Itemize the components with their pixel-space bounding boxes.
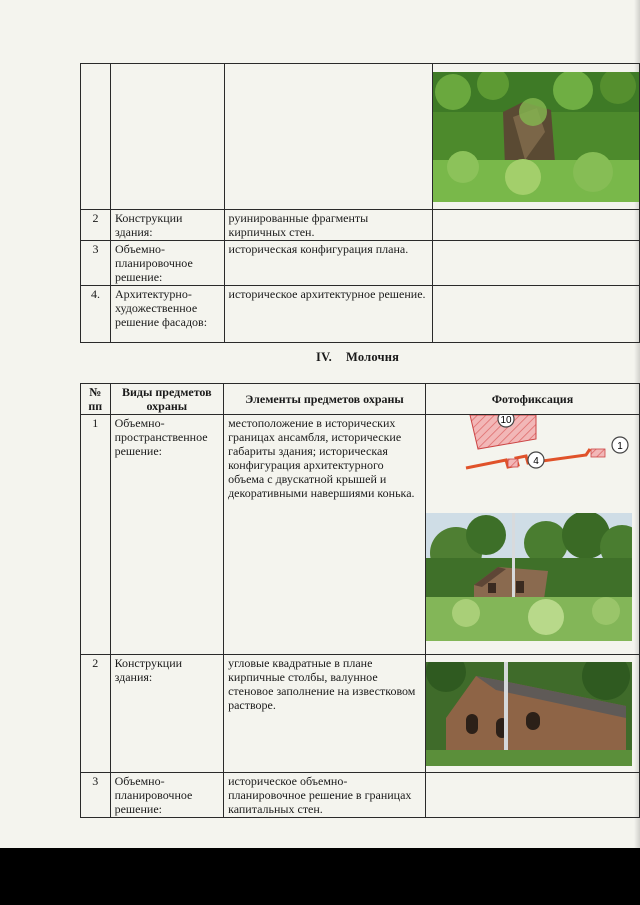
row-number: 3 xyxy=(81,241,111,286)
table-row xyxy=(81,773,640,818)
header-photo: Фотофиксация xyxy=(425,384,639,415)
scan-bottom-border xyxy=(0,848,640,905)
header-type: Виды предметов охраны xyxy=(110,384,223,415)
map-label-1: 1 xyxy=(617,441,623,452)
photo-cell xyxy=(432,286,639,343)
protection-type: Объемно-планировочное решение: xyxy=(110,773,223,818)
photo-cell xyxy=(432,210,639,241)
section-name: Молочня xyxy=(346,350,400,364)
protection-elements: историческая конфигурация плана. xyxy=(224,241,432,286)
protection-type: Объемно-пространственное решение: xyxy=(110,415,223,655)
protection-elements: местоположение в исторических границах ансамбля, исторические габариты здания; историческая конфигурация архитектурного объема с двускатной крышей и декоративными навершиями конька. xyxy=(224,415,426,655)
brick-wall-photo xyxy=(426,662,632,766)
site-plan-map xyxy=(426,415,632,510)
row-number: 2 xyxy=(81,210,111,241)
row-number: 1 xyxy=(81,415,111,655)
protection-type xyxy=(110,64,224,210)
photo-cell xyxy=(425,655,639,773)
table-row xyxy=(81,64,640,210)
table-row xyxy=(81,241,640,286)
table-row xyxy=(81,210,640,241)
photo-cell xyxy=(425,773,639,818)
table-header-row xyxy=(81,384,640,415)
protection-table xyxy=(80,383,640,818)
photo-cell xyxy=(425,415,639,655)
protection-type: Архитектурно-художественное решение фасадов: xyxy=(110,286,224,343)
protection-type: Конструкции здания: xyxy=(110,210,224,241)
protection-type: Конструкции здания: xyxy=(110,655,223,773)
row-number: 3 xyxy=(81,773,111,818)
protection-elements xyxy=(224,64,432,210)
table-row xyxy=(81,286,640,343)
section-title xyxy=(316,350,399,365)
header-number: № пп xyxy=(81,384,111,415)
ruins-photo xyxy=(433,72,639,202)
row-number: 2 xyxy=(81,655,111,773)
row-number: 4. xyxy=(81,286,111,343)
protection-type: Объемно-планировочное решение: xyxy=(110,241,224,286)
protection-elements: руинированные фрагменты кирпичных стен. xyxy=(224,210,432,241)
row-number xyxy=(81,64,111,210)
map-label-10: 10 xyxy=(500,415,512,426)
section-numeral: IV. xyxy=(316,350,333,364)
dairy-building-photo xyxy=(426,513,632,641)
map-label-4: 4 xyxy=(533,456,539,467)
protection-elements: историческое объемно-планировочное решение в границах капитальных стен. xyxy=(224,773,426,818)
header-elements: Элементы предметов охраны xyxy=(224,384,426,415)
protection-elements: историческое архитектурное решение. xyxy=(224,286,432,343)
table-row xyxy=(81,655,640,773)
photo-cell xyxy=(432,64,639,210)
protection-elements: угловые квадратные в плане кирпичные столбы, валунное стеновое заполнение на известковом растворе. xyxy=(224,655,426,773)
photo-cell xyxy=(432,241,639,286)
continued-table xyxy=(80,63,640,343)
table-row xyxy=(81,415,640,655)
